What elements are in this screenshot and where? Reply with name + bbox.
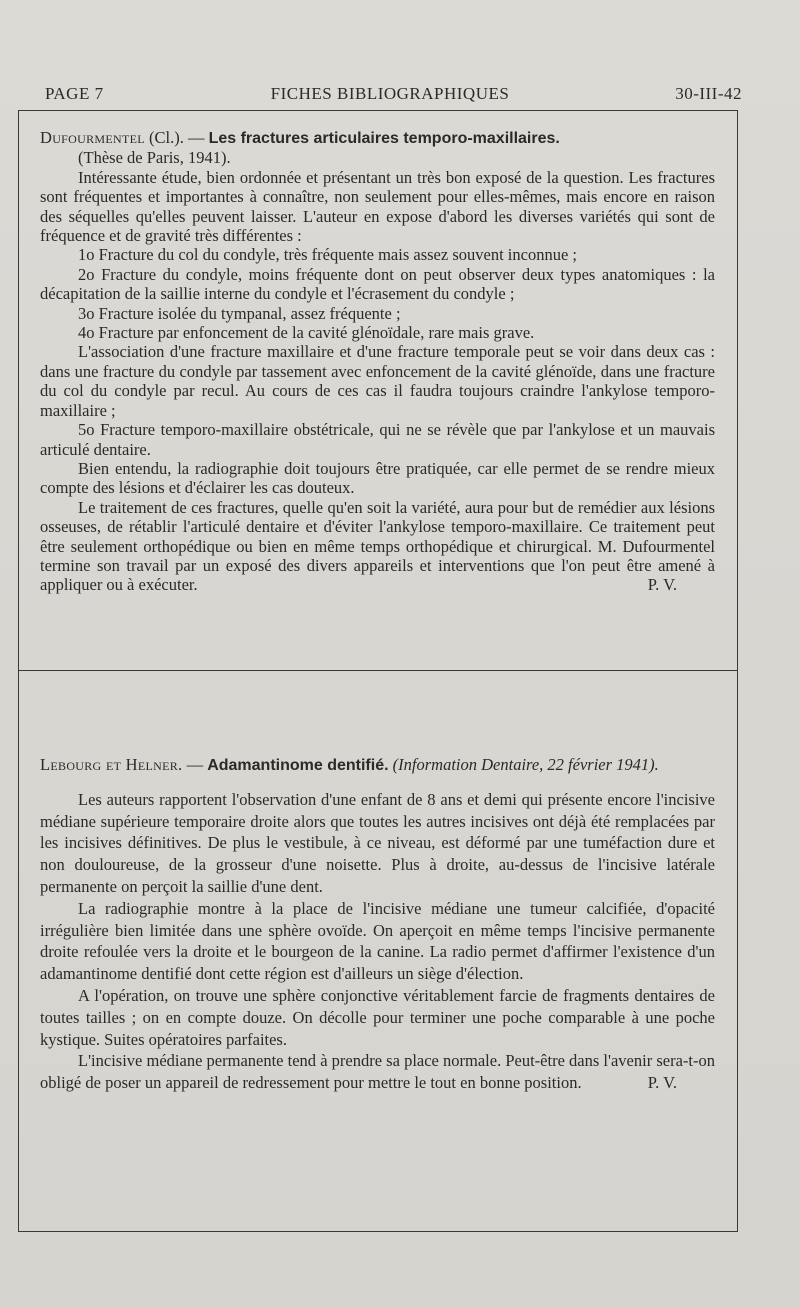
entry-paragraph: 5o Fracture temporo-maxillaire obstétricale, qui ne se révèle que par l'ankylose et un mauvais articulé dentaire. — [40, 420, 715, 459]
frame-bottom-rule — [18, 1231, 738, 1232]
bibliographic-entry-2 — [40, 754, 715, 1094]
frame-right-rule — [737, 110, 738, 1232]
entry-paragraph — [40, 1050, 715, 1094]
entry-paragraph-text: L'incisive médiane permanente tend à prendre sa place normale. Peut-être dans l'avenir sera-t-on obligé de poser un appareil de redressement pour mettre le tout en bonne position. — [40, 1051, 715, 1093]
entry-author-suffix: (Cl.). — — [144, 128, 209, 147]
entry-paragraph: Les auteurs rapportent l'observation d'une enfant de 8 ans et demi qui présente encore l'incisive médiane supérieure temporaire droite alors que toutes les autres incisives ont déjà été remplacées par les incisives définitives. De plus le vestibule, à ce niveau, est déformé par une tuméfaction dure et non douloureuse, de la grosseur d'une noisette. Plus à droite, au-dessus de l'incisive latérale permanente on perçoit la saillie d'une dent. — [40, 789, 715, 896]
entry-paragraph: 4o Fracture par enfoncement de la cavité glénoïdale, rare mais grave. — [78, 323, 535, 343]
entry-title: Les fractures articulaires temporo-maxillaires. — [208, 130, 560, 147]
running-head — [45, 84, 742, 110]
journal-section-title: FICHES BIBLIOGRAPHIQUES — [270, 84, 510, 103]
entry-paragraph: La radiographie montre à la place de l'incisive médiane une tumeur calcifiée, d'opacité irrégulière bien limitée dans une sphère ovoïde. On aperçoit en même temps l'incisive permanente droite refoulée vers la droite et le bourgeon de la canine. La radio permet d'affirmer l'existence d'un adamantinome dentifié dont cette région est d'ailleurs un siège d'élection. — [40, 898, 715, 984]
entry-paragraph: 2o Fracture du condyle, moins fréquente dont on peut observer deux types anatomiques : la décapitation de la saillie interne du condyle et l'écrasement du condyle ; — [40, 264, 715, 304]
entry-paragraph-text: Le traitement de ces fractures, quelle qu'en soit la variété, aura pour but de remédier aux lésions osseuses, de rétablir l'articulé dentaire et d'éviter l'ankylose temporo-maxillaire. Ce traitement peut être seulement orthopédique ou bien en même temps orthopédique et chirurgical. M. Dufourmentel termine son travail par un exposé des divers appareils et interventions que l'on peut être amené à appliquer ou à exécuter. — [40, 497, 715, 595]
frame-top-rule — [18, 110, 738, 111]
entry-divider — [18, 670, 738, 671]
entry-author: Lebourg et Helner. — [40, 755, 183, 774]
entry-author-suffix: — — [182, 755, 208, 774]
entry-title: Adamantinome dentifié. — [207, 757, 389, 774]
entry-paragraph: A l'opération, on trouve une sphère conjonctive véritablement farcie de fragments dentaires de toutes tailles ; on en compte douze. On décolle pour terminer une poche comparable à une poche kystique. Suites opératoires parfaites. — [40, 985, 715, 1049]
entry-signature: P. V. — [647, 1073, 677, 1093]
entry-heading — [40, 754, 715, 777]
issue-date: 30-III-42 — [675, 84, 742, 103]
entry-paragraph — [40, 498, 715, 595]
bibliographic-entry-1 — [40, 128, 715, 595]
entry-author: Dufourmentel — [40, 128, 145, 147]
entry-paragraph: 3o Fracture isolée du tympanal, assez fréquente ; — [78, 303, 401, 323]
entry-paragraph: L'association d'une fracture maxillaire et d'une fracture temporale peut se voir dans deux cas : dans une fracture du condyle par tassement avec enfoncement de la cavité glénoïde, dans une fracture du col du condyle par recul. Au cours de ces cas il faudra toujours craindre l'ankylose temporo-maxillaire ; — [40, 342, 715, 420]
entry-heading — [40, 128, 715, 168]
page-number: PAGE 7 — [45, 84, 104, 103]
entry-paragraph: Intéressante étude, bien ordonnée et présentant un très bon exposé de la question. Les fractures sont fréquentes et importantes à connaître, non seulement pour elles-mêmes, mais encore en raison des séquelles qu'elles peuvent laisser. L'auteur en expose d'abord les diverses variétés qui sont de fréquence et de gravité très différentes : — [40, 167, 715, 246]
entry-source: (Information Dentaire, 22 février 1941). — [392, 755, 659, 774]
frame-left-rule — [18, 110, 19, 1232]
entry-paragraph: 1o Fracture du col du condyle, très fréquente mais assez souvent inconnue ; — [78, 245, 577, 265]
entry-paragraph: Bien entendu, la radiographie doit toujours être pratiquée, car elle permet de se rendre mieux compte des lésions et d'éclairer les cas douteux. — [40, 458, 715, 498]
entry-signature: P. V. — [647, 575, 677, 595]
entry-source: (Thèse de Paris, 1941). — [78, 148, 231, 168]
